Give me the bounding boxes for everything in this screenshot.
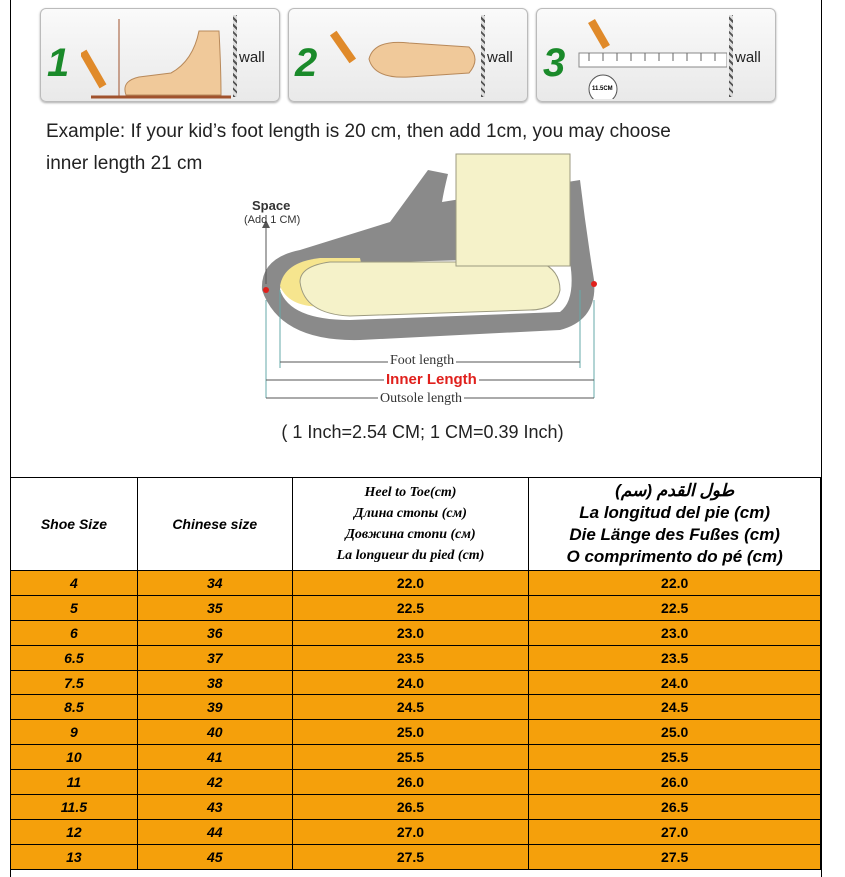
cell-heel-to-toe: 27.0	[292, 819, 529, 844]
foot-length-label: Foot length	[390, 353, 455, 368]
cell-chinese-size: 39	[137, 695, 292, 720]
header-line: La longitud del pie (cm)	[579, 503, 771, 522]
table-row	[11, 745, 821, 770]
header-chinese-size: Chinese size	[137, 478, 292, 571]
wall-label: wall	[735, 49, 761, 66]
cell-shoe-size: 12	[11, 819, 138, 844]
cell-foot-length: 23.0	[529, 620, 821, 645]
step-3-panel	[536, 8, 776, 102]
shoe-diagram	[240, 150, 620, 420]
cell-chinese-size: 42	[137, 770, 292, 795]
table-row	[11, 819, 821, 844]
table-row	[11, 844, 821, 869]
cell-heel-to-toe: 23.0	[292, 620, 529, 645]
cell-chinese-size: 45	[137, 844, 292, 869]
step-number: 1	[47, 41, 70, 85]
step-number: 3	[543, 41, 566, 85]
cell-shoe-size: 10	[11, 745, 138, 770]
space-label: Space	[252, 198, 291, 213]
header-line: Довжина стопи (см)	[345, 527, 476, 542]
cell-foot-length: 25.5	[529, 745, 821, 770]
outsole-length-label: Outsole length	[380, 391, 463, 406]
example-line-2: inner length 21 cm	[46, 153, 203, 174]
cell-heel-to-toe: 22.5	[292, 595, 529, 620]
cell-heel-to-toe: 27.5	[292, 844, 529, 869]
wall-icon	[233, 15, 237, 97]
cell-heel-to-toe: 23.5	[292, 645, 529, 670]
cell-chinese-size: 36	[137, 620, 292, 645]
cell-shoe-size: 11.5	[11, 795, 138, 820]
cell-shoe-size: 5	[11, 595, 138, 620]
cell-foot-length: 27.0	[529, 819, 821, 844]
step-number: 2	[295, 41, 318, 85]
table-header-row	[11, 478, 821, 571]
header-shoe-size: Shoe Size	[11, 478, 138, 571]
cell-heel-to-toe: 26.5	[292, 795, 529, 820]
unit-conversion: ( 1 Inch=2.54 CM; 1 CM=0.39 Inch)	[281, 422, 564, 442]
cell-foot-length: 22.5	[529, 595, 821, 620]
cell-chinese-size: 37	[137, 645, 292, 670]
cell-foot-length: 22.0	[529, 571, 821, 596]
measuring-steps	[40, 8, 780, 104]
cell-heel-to-toe: 24.0	[292, 670, 529, 695]
cell-heel-to-toe: 25.0	[292, 720, 529, 745]
cell-foot-length: 27.5	[529, 844, 821, 869]
cell-shoe-size: 11	[11, 770, 138, 795]
header-line: O comprimento do pé (cm)	[566, 547, 783, 566]
cell-chinese-size: 40	[137, 720, 292, 745]
cell-foot-length: 26.5	[529, 795, 821, 820]
header-heel-to-toe	[292, 478, 529, 571]
ruler-reading: 11.5CM	[592, 86, 613, 92]
table-row	[11, 595, 821, 620]
table-row	[11, 620, 821, 645]
cell-shoe-size: 9	[11, 720, 138, 745]
cell-heel-to-toe: 25.5	[292, 745, 529, 770]
cell-foot-length: 24.5	[529, 695, 821, 720]
table-row	[11, 571, 821, 596]
header-foot-length	[529, 478, 821, 571]
size-chart-table	[10, 477, 821, 870]
header-line: La longueur du pied (cm)	[336, 548, 485, 563]
cell-heel-to-toe: 22.0	[292, 571, 529, 596]
cell-shoe-size: 7.5	[11, 670, 138, 695]
header-line: Heel to Toe(cm)	[364, 485, 457, 500]
example-line-1: Example: If your kid’s foot length is 20 cm, then add 1cm, you may choose	[46, 121, 671, 142]
table-row	[11, 795, 821, 820]
header-line: Die Länge des Fußes (cm)	[569, 525, 780, 544]
table-row	[11, 720, 821, 745]
cell-shoe-size: 13	[11, 844, 138, 869]
cell-shoe-size: 6.5	[11, 645, 138, 670]
table-row	[11, 645, 821, 670]
cell-foot-length: 25.0	[529, 720, 821, 745]
wall-label: wall	[487, 49, 513, 66]
cell-chinese-size: 38	[137, 670, 292, 695]
cell-chinese-size: 35	[137, 595, 292, 620]
foot-side-icon	[81, 19, 231, 99]
header-line: Длина стопы (см)	[354, 506, 467, 521]
wall-icon	[481, 15, 485, 97]
step-2-panel	[288, 8, 528, 102]
cell-heel-to-toe: 26.0	[292, 770, 529, 795]
cell-shoe-size: 6	[11, 620, 138, 645]
cell-chinese-size: 41	[137, 745, 292, 770]
table-row	[11, 695, 821, 720]
cell-foot-length: 23.5	[529, 645, 821, 670]
cell-chinese-size: 34	[137, 571, 292, 596]
cell-heel-to-toe: 24.5	[292, 695, 529, 720]
header-line: (طول القدم (سم	[615, 481, 735, 500]
cell-foot-length: 24.0	[529, 670, 821, 695]
table-row	[11, 770, 821, 795]
wall-icon	[729, 15, 733, 97]
foot-top-icon	[329, 25, 479, 95]
table-row	[11, 670, 821, 695]
cell-foot-length: 26.0	[529, 770, 821, 795]
inner-length-label: Inner Length	[386, 371, 477, 388]
cell-chinese-size: 44	[137, 819, 292, 844]
cell-shoe-size: 8.5	[11, 695, 138, 720]
cell-shoe-size: 4	[11, 571, 138, 596]
cell-chinese-size: 43	[137, 795, 292, 820]
wall-label: wall	[239, 49, 265, 66]
step-1-panel	[40, 8, 280, 102]
space-add-label: (Add 1 CM)	[244, 214, 301, 226]
